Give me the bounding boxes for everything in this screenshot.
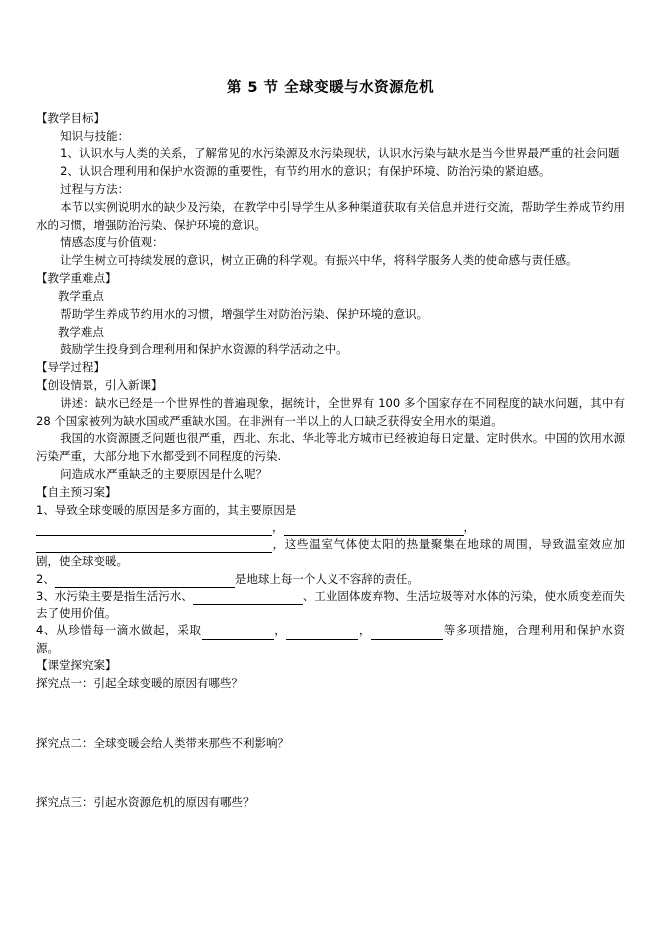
answer-space-2	[36, 752, 625, 794]
inquiry-heading: 【课堂探究案】	[36, 657, 117, 672]
scenario-heading: 【创设情景，引入新课】	[36, 377, 163, 392]
process-heading: 过程与方法：	[60, 182, 130, 196]
knowledge-item-2: 2、认识合理利用和保护水资源的重要性，有节约用水的意识；有保护环境、防治污染的紧迫感。	[60, 164, 551, 179]
preview-question-3	[36, 588, 625, 623]
inquiry-point-1: 探究点一：引起全球变暖的原因有哪些？	[36, 675, 243, 690]
preview-q4-text-d: 等多项措施，合理利用和保护水资源。	[36, 623, 626, 655]
preview-q1-text-b: ，	[272, 519, 284, 534]
preview-q1-text-c: ，	[463, 519, 475, 534]
scenario-paragraph-2: 我国的水资源匮乏问题也很严重，西北、东北、华北等北方城市已经被迫每日定量、定时供水。中国的饮用水源污染严重，大部分地下水都受到不同程度的污染.	[36, 431, 625, 464]
key-point-item-1: 帮助学生养成节约用水的习惯，增强学生对防治污染、保护环境的意识。	[60, 306, 429, 321]
objectives-heading: 【教学目标】	[36, 110, 105, 125]
preview-q4-text-a: 4、从珍惜每一滴水做起，采取	[36, 623, 202, 638]
preview-q3-text-b: 、工业固体废弃物、生活垃圾等对水体的污染，使水质变差而失去了使用价值。	[36, 588, 625, 621]
answer-space-1	[36, 693, 625, 735]
hard-point-item-1: 鼓励学生投身到合理利用和保护水资源的科学活动之中。	[60, 342, 348, 357]
preview-question-1	[36, 502, 625, 571]
guide-heading: 【导学过程】	[36, 360, 105, 375]
preview-q3-text-a: 3、水污染主要是指生活污水、	[36, 588, 193, 603]
preview-q2-text-b: 是地球上每一个人义不容辞的责任。	[234, 571, 419, 586]
preview-question-2	[36, 571, 625, 588]
preview-q1-blank-2[interactable]	[284, 535, 464, 536]
hard-point-heading: 教学难点	[57, 324, 104, 339]
difficulty-heading: 【教学重难点】	[36, 271, 117, 286]
knowledge-item-1: 1、认识水与人类的关系，了解常见的水污染源及水污染现状，认识水污染与缺水是当今世界最严重的社会问题	[60, 146, 620, 161]
scenario-paragraph-3: 问造成水严重缺乏的主要原因是什么呢？	[60, 467, 268, 481]
knowledge-heading: 知识与技能：	[60, 128, 130, 143]
key-point-heading: 教学重点	[57, 288, 104, 303]
scenario-paragraph-1: 讲述：缺水已经是一个世界性的普遍现象，据统计，全世界有 100 多个国家存在不同程度的缺水问题，其中有 28 个国家被列为缺水国或严重缺水国。在非洲有一半以上的人口缺乏获得安全用水的渠道。	[36, 395, 625, 428]
preview-q2-text-a: 2、	[36, 571, 55, 586]
preview-q4-text-c: ，	[358, 623, 372, 638]
inquiry-point-3: 探究点三：引起水资源危机的原因有哪些？	[36, 795, 255, 810]
preview-q1-text-d: ，这些温室气体使太阳的热量聚集在地球的周围，导致温室效应加剧，使全球变暖。	[36, 537, 625, 569]
preview-heading: 【自主预习案】	[36, 484, 117, 499]
emotion-item-1: 让学生树立可持续发展的意识，树立正确的科学观。有振兴中华，将科学服务人类的使命感与责任感。	[60, 253, 578, 268]
inquiry-point-2: 探究点二：全球变暖会给人类带来那些不利影响？	[36, 735, 289, 750]
process-item-1: 本节以实例说明水的缺少及污染，在教学中引导学生从多种渠道获取有关信息并进行交流，帮助学生养成节约用水的习惯，增强防治污染、保护环境的意识。	[36, 199, 625, 232]
emotion-heading: 情感态度与价值观：	[60, 235, 164, 250]
preview-question-4	[36, 622, 625, 657]
preview-q4-blank-2[interactable]	[286, 639, 358, 640]
preview-q3-blank-1[interactable]	[193, 604, 303, 605]
preview-q1-blank-1[interactable]	[36, 535, 272, 536]
page-title: 第 5 节 全球变暖与水资源危机	[226, 80, 435, 96]
preview-q4-text-b: ，	[273, 623, 287, 638]
preview-q1-text-a: 1、导致全球变暖的原因是多方面的，其主要原因是	[36, 502, 297, 517]
preview-q4-blank-1[interactable]	[202, 639, 274, 640]
preview-q4-blank-3[interactable]	[371, 639, 443, 640]
